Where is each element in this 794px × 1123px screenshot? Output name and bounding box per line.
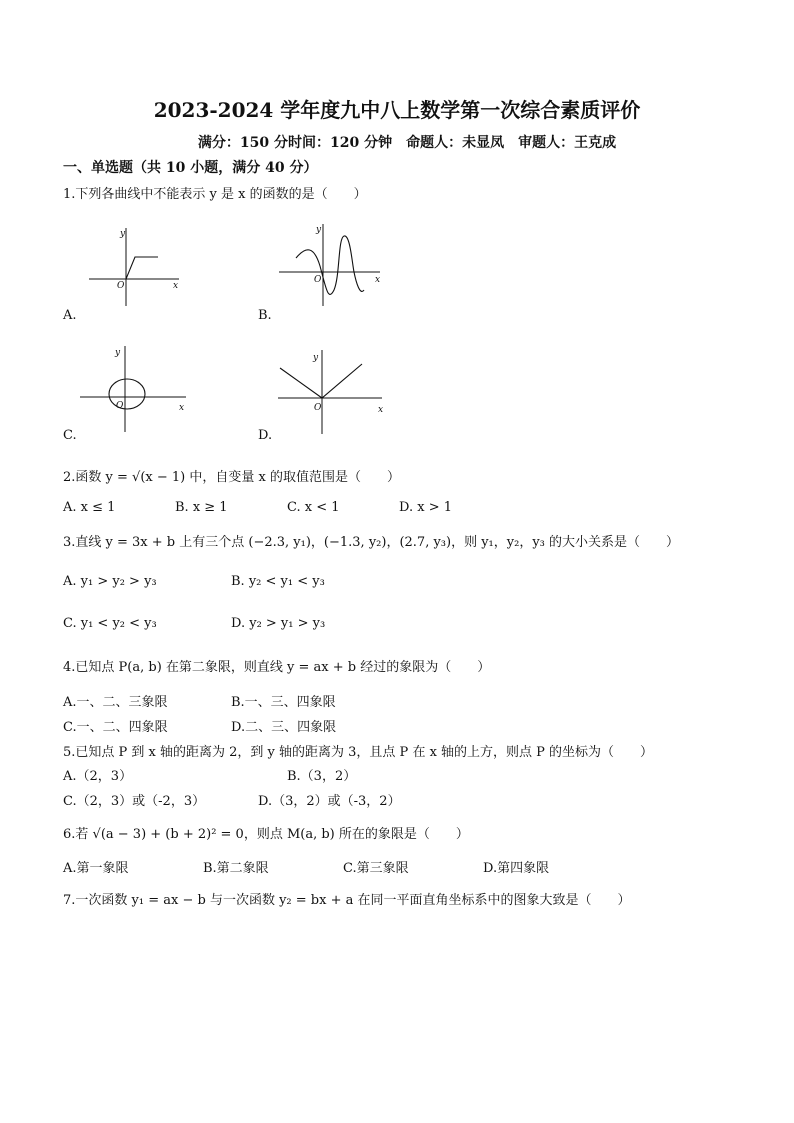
origin-label: O [314, 275, 322, 285]
q5-option-c: C.（2，3）或（-2，3） [63, 794, 206, 809]
q4-option-b: B.一、三、四象限 [231, 695, 336, 710]
curve-b [296, 236, 364, 295]
axis-y-label: y [313, 353, 319, 363]
q2-option-c: C. x < 1 [287, 500, 340, 515]
q4-option-a: A.一、二、三象限 [63, 695, 168, 710]
q3-option-c: C. y₁ < y₂ < y₃ [63, 616, 157, 631]
axis-y-label: y [115, 348, 121, 358]
q3-option-a: A. y₁ > y₂ > y₃ [63, 574, 157, 589]
q6-option-a: A.第一象限 [63, 861, 129, 876]
q6-option-d: D.第四象限 [483, 861, 550, 876]
q5-option-b: B.（3，2） [287, 769, 357, 784]
axis-y-label: y [316, 225, 322, 235]
question-7-stem: 7.一次函数 y₁ = ax − b 与一次函数 y₂ = bx + a 在同一平面直角坐标系中的图象大致是（ ） [63, 893, 631, 908]
q4-option-d: D.二、三、四象限 [231, 720, 337, 735]
exam-meta: 满分：150 分时间：120 分钟 命题人：未显凤 审题人：王克成 [197, 135, 617, 151]
question-4-stem: 4.已知点 P(a, b) 在第二象限，则直线 y = ax + b 经过的象限为（ ） [63, 660, 491, 675]
axis-y-label: y [120, 229, 126, 239]
q3-option-d: D. y₂ > y₁ > y₃ [231, 616, 326, 631]
axis-x-label: x [375, 275, 381, 285]
q1-label-d: D. [258, 428, 273, 443]
graph-d [276, 346, 388, 436]
axis-x-label: x [173, 281, 179, 291]
section-heading: 一、单选题（共 10 小题，满分 40 分） [63, 160, 318, 176]
graph-a [85, 222, 185, 312]
curve-a [126, 257, 158, 279]
origin-label: O [116, 401, 124, 411]
question-1-stem: 1.下列各曲线中不能表示 y 是 x 的函数的是（ ） [63, 187, 367, 202]
q3-option-b: B. y₂ < y₁ < y₃ [231, 574, 325, 589]
axis-x-label: x [378, 405, 384, 415]
q2-option-d: D. x > 1 [399, 500, 452, 515]
axis-x-label: x [179, 403, 185, 413]
question-3-stem: 3.直线 y = 3x + b 上有三个点 (−2.3, y₁)，(−1.3, y₂)，(2.7, y₃)，则 y₁，y₂，y₃ 的大小关系是（ ） [63, 535, 680, 550]
q5-option-d: D.（3，2）或（-3，2） [258, 794, 401, 809]
q2-option-a: A. x ≤ 1 [63, 500, 116, 515]
graph-c [78, 344, 190, 434]
q4-option-c: C.一、二、四象限 [63, 720, 168, 735]
question-2-stem: 2.函数 y = √(x − 1) 中，自变量 x 的取值范围是（ ） [63, 470, 400, 485]
graph-b [276, 218, 386, 310]
q1-label-c: C. [63, 428, 77, 443]
origin-label: O [117, 281, 125, 291]
q5-option-a: A.（2，3） [63, 769, 133, 784]
question-6-stem: 6.若 √(a − 3) + (b + 2)² = 0，则点 M(a, b) 所在的象限是（ ） [63, 827, 469, 842]
q1-label-b: B. [258, 308, 272, 323]
q2-option-b: B. x ≥ 1 [175, 500, 228, 515]
q6-option-b: B.第二象限 [203, 861, 269, 876]
q1-label-a: A. [63, 308, 77, 323]
question-5-stem: 5.已知点 P 到 x 轴的距离为 2，到 y 轴的距离为 3，且点 P 在 x 轴的上方，则点 P 的坐标为（ ） [63, 745, 654, 760]
origin-label: O [314, 403, 322, 413]
curve-d [280, 364, 362, 398]
curve-c [109, 379, 145, 409]
page-title: 2023-2024 学年度九中八上数学第一次综合素质评价 [153, 98, 641, 122]
q6-option-c: C.第三象限 [343, 861, 409, 876]
